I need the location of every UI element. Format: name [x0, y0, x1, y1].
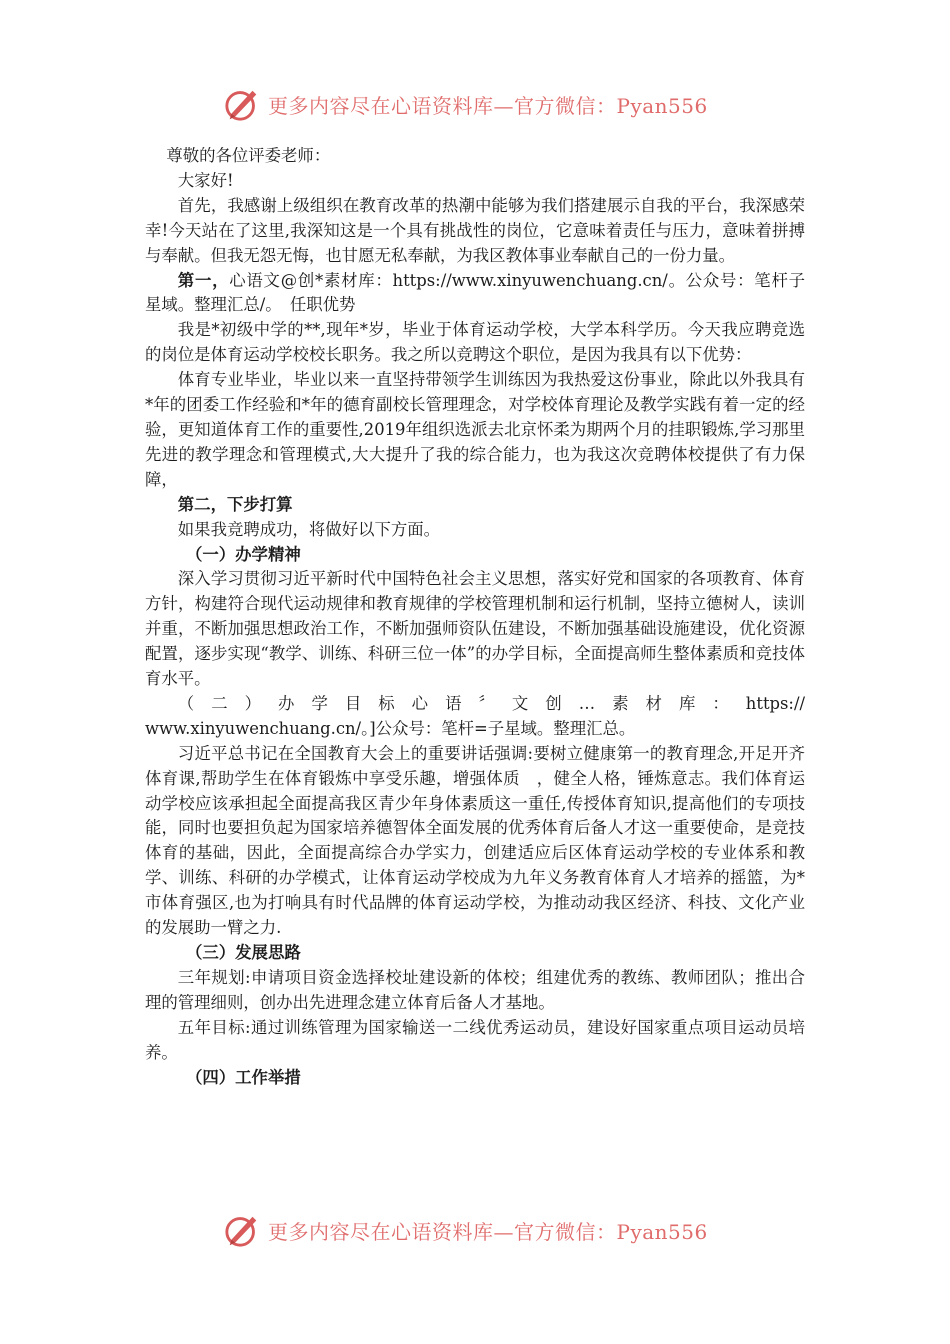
intro-paragraph: 首先，我感谢上级组织在教育改革的热潮中能够为我们搭建展示自我的平台，我深感荣幸!今天站在了这里,我深知这是一个具有挑战性的岗位，它意味着责任与压力，意味着拼搏与奉献。但我无怨无悔，也甘愿无私奉献，为我区教体事业奉献自己的一份力量。: [145, 195, 805, 265]
greeting: 大家好!: [177, 170, 234, 190]
subsection-1-paragraph: 深入学习贯彻习近平新时代中国特色社会主义思想，落实好党和国家的各项教育、体育方针，构建符合现代运动规律和教育规律的学校管理机制和运行机制，坚持立德树人，读训并重，不断加强思想政治工作，不断加强师资队伍建设，不断加强基础设施建设，优化资源配置，逐步实现“教学、训练、科研三位一体”的办学目标，全面提高师生整体素质和竞技体育水平。: [145, 569, 805, 689]
subsection-2-heading-line2: www.xinyuwenchuang.cn/。]公众号：笔杆=子星域。整理汇总。: [145, 718, 636, 738]
self-intro-paragraph: 我是*初级中学的**,现年*岁，毕业于体育运动学校，大学本科学历。今天我应聘竞选的岗位是体育运动学校校长职务。我之所以竞聘这个职位，是因为我具有以下优势：: [145, 320, 805, 365]
subsection-3-heading: （三）发展思路: [186, 943, 301, 962]
section-2-heading: 第二，下步打算: [177, 494, 293, 514]
subsection-2-paragraph: 习近平总书记在全国教育大会上的重要讲话强调:要树立健康第一的教育理念,开足开齐体育课,帮助学生在体育锻炼中享受乐趣，增强体质 ，健全人格，锤炼意志。我们体育运动学校应该承担起全面提高我区青少年身体素质这一重任,传授体育知识,提高他们的专项技能，同时也要担负起为国家培养德智体全面发展的优秀体育后备人才这一重要使命，是竞技体育的基础，因此，全面提高综合办学实力，创建适应后区体育运动学校的专业体系和教学、训练、科研的办学模式，让体育运动学校成为九年义务教育体育人才培养的摇篮，为*市体育强区,也为打响具有时代品牌的体育运动学校，为推动动我区经济、科技、文化产业的发展助一臂之力.: [145, 743, 805, 938]
section-2-lead: 如果我竞聘成功，将做好以下方面。: [177, 519, 441, 539]
subsection-2-heading-line1: （二）办学目标心语〞文创…素材库：https://: [177, 693, 805, 713]
header-watermark-banner: [224, 84, 744, 124]
three-year-plan-paragraph: 三年规划:申请项目资金选择校址建设新的体校；组建优秀的教练、教师团队；推出合理的管理细则，创办出先进理念建立体育后备人才基地。: [145, 967, 805, 1012]
advantage-paragraph: 体育专业毕业，毕业以来一直坚持带领学生训练因为我热爱这份事业，除此以外我具有*年的团委工作经验和*年的德育副校长管理理念，对学校体育理论及教学实践有着一定的经验，更知道体育工作的重要性,2019年组织选派去北京怀柔为期两个月的挂职锻炼,学习那里先进的教学理念和管理模式,大大提升了我的综合能力，也为我这次竞聘体校提供了有力保障，: [145, 370, 805, 489]
salutation: 尊敬的各位评委老师：: [166, 146, 331, 165]
section-1-heading: [145, 269, 805, 319]
five-year-goal-paragraph: 五年目标:通过训练管理为国家输送一二线优秀运动员，建设好国家重点项目运动员培养。: [145, 1017, 805, 1062]
document-body: [145, 144, 805, 1090]
section-1-label: 第一，: [177, 270, 230, 290]
subsection-4-heading: （四）工作举措: [186, 1067, 301, 1087]
pen-in-circle-icon: [224, 85, 262, 123]
footer-watermark-banner: [224, 1210, 744, 1250]
banner-text: 更多内容尽在心语资料库—官方微信：Pyan556: [268, 1219, 708, 1244]
pen-in-circle-icon: [224, 1211, 262, 1249]
subsection-1-heading: （一）办学精神: [186, 544, 301, 564]
banner-text: 更多内容尽在心语资料库—官方微信：Pyan556: [268, 93, 708, 118]
section-1-text: 心语文@创*素材库：https://www.xinyuwenchuang.cn/。公众号：笔杆子星域。整理汇总/。 任职优势: [145, 270, 805, 315]
